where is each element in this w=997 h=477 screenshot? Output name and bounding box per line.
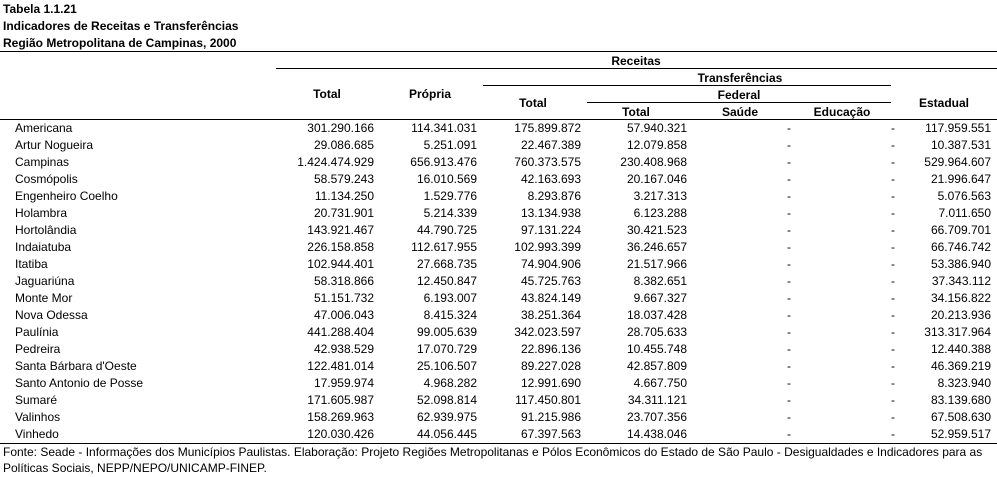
estadual-cell: 7.011.650 (938, 206, 991, 220)
municipio-cell: Valinhos (15, 410, 61, 424)
table-row (0, 120, 997, 137)
saude-cell: - (787, 342, 791, 356)
propria-cell: 16.010.569 (416, 172, 477, 186)
federal-total-cell: 4.667.750 (633, 376, 687, 390)
estadual-cell: 46.369.219 (930, 359, 991, 373)
municipio-cell: Campinas (15, 155, 70, 169)
federal-total-cell: 21.517.966 (626, 257, 687, 271)
educacao-cell: - (891, 393, 895, 407)
federal-total-cell: 23.707.356 (626, 410, 687, 424)
transf-total-cell: 43.824.149 (520, 291, 581, 305)
transf-total-cell: 91.215.986 (520, 410, 581, 424)
municipio-cell: Engenheiro Coelho (15, 189, 118, 203)
total-cell: 51.151.732 (313, 291, 374, 305)
saude-cell: - (787, 325, 791, 339)
data-table (0, 120, 997, 443)
transf-total-cell: 760.373.575 (514, 155, 581, 169)
federal-total-cell: 18.037.428 (626, 308, 687, 322)
federal-total-cell: 42.857.809 (626, 359, 687, 373)
federal-total-cell: 36.246.657 (626, 240, 687, 254)
estadual-cell: 66.746.742 (930, 240, 991, 254)
educacao-cell: - (891, 223, 895, 237)
educacao-cell: - (891, 240, 895, 254)
educacao-cell: - (891, 342, 895, 356)
estadual-cell: 529.964.607 (924, 155, 991, 169)
transf-total-cell: 12.991.690 (520, 376, 581, 390)
estadual-cell: 66.709.701 (930, 223, 991, 237)
educacao-cell: - (891, 257, 895, 271)
total-cell: 17.959.974 (313, 376, 374, 390)
propria-cell: 1.529.776 (423, 189, 477, 203)
table-row (0, 341, 997, 358)
transf-total-cell: 42.163.693 (520, 172, 581, 186)
table-row (0, 222, 997, 239)
receitas-rule (276, 68, 997, 69)
estadual-cell: 10.387.531 (930, 138, 991, 152)
header-federal: Federal (717, 88, 761, 102)
educacao-cell: - (891, 189, 895, 203)
estadual-cell: 53.386.940 (930, 257, 991, 271)
propria-cell: 44.056.445 (416, 427, 477, 441)
table-row (0, 239, 997, 256)
educacao-cell: - (891, 172, 895, 186)
transf-total-cell: 175.899.872 (514, 121, 581, 135)
transf-total-cell: 67.397.563 (520, 427, 581, 441)
educacao-cell: - (891, 325, 895, 339)
saude-cell: - (787, 189, 791, 203)
table-title: Indicadores de Receitas e Transferências (3, 19, 239, 33)
table-subtitle: Região Metropolitana de Campinas, 2000 (3, 36, 237, 50)
saude-cell: - (787, 172, 791, 186)
estadual-cell: 83.139.680 (930, 393, 991, 407)
federal-total-cell: 6.123.288 (633, 206, 687, 220)
saude-cell: - (787, 308, 791, 322)
municipio-cell: Pedreira (15, 342, 61, 356)
total-cell: 1.424.474.929 (297, 155, 374, 169)
total-cell: 171.605.987 (307, 393, 374, 407)
transf-total-cell: 22.896.136 (520, 342, 581, 356)
table-row (0, 290, 997, 307)
header-estadual: Estadual (918, 96, 970, 110)
total-cell: 29.086.685 (313, 138, 374, 152)
propria-cell: 12.450.847 (416, 274, 477, 288)
federal-total-cell: 12.079.858 (626, 138, 687, 152)
total-cell: 120.030.426 (307, 427, 374, 441)
federal-total-cell: 28.705.633 (626, 325, 687, 339)
propria-cell: 114.341.031 (411, 121, 477, 135)
header-transferencias: Transferências (697, 71, 783, 85)
table-row (0, 307, 997, 324)
propria-cell: 8.415.324 (423, 308, 477, 322)
saude-cell: - (787, 274, 791, 288)
propria-cell: 27.668.735 (416, 257, 477, 271)
municipio-cell: Jaguariúna (15, 274, 75, 288)
table-row (0, 137, 997, 154)
transf-total-cell: 74.904.906 (520, 257, 581, 271)
estadual-cell: 5.076.563 (937, 189, 991, 203)
propria-cell: 62.939.975 (416, 410, 477, 424)
transf-total-cell: 102.993.399 (514, 240, 581, 254)
estadual-cell: 67.508.630 (930, 410, 991, 424)
total-cell: 143.921.467 (307, 223, 374, 237)
transf-total-cell: 97.131.224 (520, 223, 581, 237)
table-row (0, 188, 997, 205)
federal-total-cell: 30.421.523 (626, 223, 687, 237)
federal-rule (587, 102, 891, 103)
estadual-cell: 34.156.822 (930, 291, 991, 305)
estadual-cell: 21.996.647 (930, 172, 991, 186)
educacao-cell: - (891, 359, 895, 373)
municipio-cell: Vinhedo (15, 427, 59, 441)
top-rule (0, 51, 997, 52)
educacao-cell: - (891, 155, 895, 169)
estadual-cell: 20.213.936 (930, 308, 991, 322)
table-row (0, 392, 997, 409)
total-cell: 20.731.901 (313, 206, 374, 220)
table-row (0, 409, 997, 426)
federal-total-cell: 230.408.968 (620, 155, 687, 169)
total-cell: 441.288.404 (307, 325, 374, 339)
estadual-cell: 117.959.551 (925, 121, 991, 135)
propria-cell: 656.913.476 (410, 155, 477, 169)
estadual-cell: 12.440.388 (930, 342, 991, 356)
propria-cell: 5.251.091 (423, 138, 477, 152)
total-cell: 102.944.401 (307, 257, 374, 271)
saude-cell: - (787, 291, 791, 305)
transf-total-cell: 45.725.763 (520, 274, 581, 288)
header-receitas: Receitas (611, 54, 661, 68)
municipio-cell: Holambra (15, 206, 68, 220)
transferencias-rule (483, 85, 891, 86)
propria-cell: 4.968.282 (423, 376, 477, 390)
header-federal-total: Total (622, 105, 650, 119)
total-cell: 122.481.014 (307, 359, 374, 373)
educacao-cell: - (891, 410, 895, 424)
educacao-cell: - (891, 376, 895, 390)
municipio-cell: Americana (15, 121, 73, 135)
saude-cell: - (787, 410, 791, 424)
municipio-cell: Sumaré (15, 393, 58, 407)
transf-total-cell: 8.293.876 (527, 189, 581, 203)
header-transf-total: Total (519, 96, 547, 110)
total-cell: 226.158.858 (307, 240, 374, 254)
saude-cell: - (787, 138, 791, 152)
table-row (0, 358, 997, 375)
estadual-cell: 52.959.517 (930, 427, 991, 441)
federal-total-cell: 14.438.046 (626, 427, 687, 441)
source-note: Fonte: Seade - Informações dos Municípios Paulistas. Elaboração: Projeto Regiões Metropolitanas e Pólos Econômicos do Estado de São Paulo - Desigualdades e Indicadores para as Políticas Sociais, NEPP/NEPO/UNICAMP-FINEP. (3, 445, 983, 475)
educacao-cell: - (891, 121, 895, 135)
total-cell: 47.006.043 (313, 308, 374, 322)
federal-total-cell: 10.455.748 (626, 342, 687, 356)
educacao-cell: - (891, 427, 895, 441)
estadual-cell: 313.317.964 (924, 325, 991, 339)
municipio-cell: Cosmópolis (15, 172, 78, 186)
municipio-cell: Nova Odessa (15, 308, 88, 322)
transf-total-cell: 38.251.364 (520, 308, 581, 322)
table-row (0, 154, 997, 171)
federal-total-cell: 34.311.121 (627, 393, 687, 407)
transf-total-cell: 22.467.389 (520, 138, 581, 152)
saude-cell: - (787, 257, 791, 271)
header-educacao: Educação (813, 105, 871, 119)
total-cell: 42.938.529 (313, 342, 374, 356)
municipio-cell: Hortolândia (15, 223, 77, 237)
federal-total-cell: 3.217.313 (633, 189, 687, 203)
transf-total-cell: 89.227.028 (520, 359, 581, 373)
propria-cell: 25.106.507 (416, 359, 477, 373)
educacao-cell: - (891, 206, 895, 220)
estadual-cell: 8.323.940 (937, 376, 991, 390)
header-total: Total (313, 87, 341, 101)
municipio-cell: Monte Mor (15, 291, 73, 305)
propria-cell: 17.070.729 (416, 342, 477, 356)
table-row (0, 324, 997, 341)
table-row (0, 273, 997, 290)
table-row (0, 375, 997, 392)
municipio-cell: Itatiba (15, 257, 48, 271)
total-cell: 58.318.866 (313, 274, 374, 288)
saude-cell: - (787, 223, 791, 237)
table-row (0, 256, 997, 273)
total-cell: 11.134.250 (314, 189, 374, 203)
table-row (0, 205, 997, 222)
table-row (0, 171, 997, 188)
educacao-cell: - (891, 291, 895, 305)
saude-cell: - (787, 121, 791, 135)
federal-total-cell: 8.382.651 (633, 274, 687, 288)
propria-cell: 112.617.955 (411, 240, 477, 254)
municipio-cell: Santo Antonio de Posse (15, 376, 144, 390)
propria-cell: 5.214.339 (423, 206, 477, 220)
total-cell: 58.579.243 (313, 172, 374, 186)
saude-cell: - (787, 359, 791, 373)
municipio-cell: Artur Nogueira (15, 138, 94, 152)
estadual-cell: 37.343.112 (931, 274, 991, 288)
federal-total-cell: 9.667.327 (633, 291, 687, 305)
table-label: Tabela 1.1.21 (3, 2, 77, 16)
header-propria: Própria (408, 87, 452, 101)
propria-cell: 6.193.007 (423, 291, 477, 305)
educacao-cell: - (891, 138, 895, 152)
saude-cell: - (787, 393, 791, 407)
total-cell: 158.269.963 (307, 410, 374, 424)
educacao-cell: - (891, 308, 895, 322)
header-saude: Saúde (721, 105, 759, 119)
propria-cell: 44.790.725 (416, 223, 477, 237)
transf-total-cell: 117.450.801 (515, 393, 581, 407)
saude-cell: - (787, 206, 791, 220)
transf-total-cell: 342.023.597 (514, 325, 581, 339)
federal-total-cell: 20.167.046 (626, 172, 687, 186)
municipio-cell: Indaiatuba (15, 240, 72, 254)
propria-cell: 99.005.639 (416, 325, 477, 339)
transf-total-cell: 13.134.938 (520, 206, 581, 220)
saude-cell: - (787, 376, 791, 390)
saude-cell: - (787, 427, 791, 441)
municipio-cell: Santa Bárbara d'Oeste (15, 359, 137, 373)
saude-cell: - (787, 240, 791, 254)
municipio-cell: Paulínia (15, 325, 59, 339)
saude-cell: - (787, 155, 791, 169)
propria-cell: 52.098.814 (416, 393, 477, 407)
federal-total-cell: 57.940.321 (626, 121, 687, 135)
educacao-cell: - (891, 274, 895, 288)
total-cell: 301.290.166 (307, 121, 374, 135)
table-row (0, 426, 997, 443)
